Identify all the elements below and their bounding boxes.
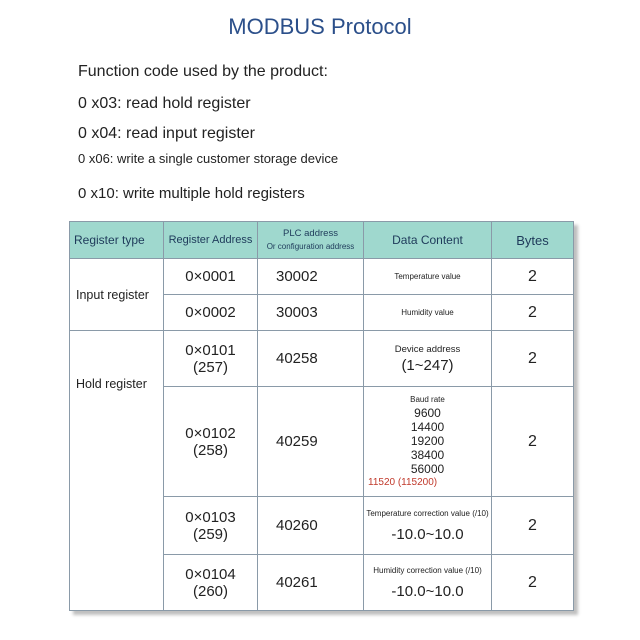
- register-address: [164, 555, 258, 611]
- data-content-label: Temperature value: [394, 272, 461, 281]
- group-hold-register-label: Hold register: [76, 377, 147, 391]
- header-plc-address-sub: Or configuration address: [266, 242, 355, 251]
- plc-address: 30002: [258, 259, 364, 295]
- register-address: 0×0002: [164, 295, 258, 331]
- baud-rate-option: 9600: [414, 405, 441, 420]
- register-address-dec: (260): [192, 582, 229, 600]
- bytes-value: 2: [492, 497, 574, 555]
- table-row: [70, 331, 574, 387]
- register-address-hex: 0×0103: [185, 508, 236, 526]
- data-content-label: Humidity value: [401, 308, 454, 317]
- header-register-address: Register Address: [164, 222, 258, 259]
- register-address-hex: 0×0101: [185, 341, 236, 359]
- table-row: [70, 259, 574, 295]
- register-address: [164, 497, 258, 555]
- baud-rate-option: 38400: [410, 447, 445, 462]
- baud-rate-option: 56000: [410, 461, 445, 476]
- header-plc-address-label: PLC address: [283, 228, 338, 239]
- plc-address: 40261: [258, 555, 364, 611]
- register-address: 0×0001: [164, 259, 258, 295]
- bytes-value: 2: [492, 295, 574, 331]
- plc-address: 40258: [258, 331, 364, 387]
- baud-rate-option: 19200: [410, 433, 445, 448]
- header-bytes: Bytes: [492, 222, 574, 259]
- data-content-value: -10.0~10.0: [391, 582, 464, 600]
- group-input-register: Input register: [70, 259, 164, 331]
- plc-address: 40260: [258, 497, 364, 555]
- table-header-row: [70, 222, 574, 259]
- bytes-value: 2: [492, 387, 574, 497]
- data-content: [364, 497, 492, 555]
- bytes-value: 2: [492, 331, 574, 387]
- data-content: [364, 259, 492, 295]
- baud-rate-label: Baud rate: [410, 394, 445, 404]
- function-code-item: 0 x04: read input register: [78, 125, 255, 142]
- header-plc-address: [258, 222, 364, 259]
- baud-rate-option: 14400: [410, 419, 445, 434]
- register-address: [164, 387, 258, 497]
- data-content-label: Humidity correction value (/10): [373, 565, 482, 575]
- header-data-content: Data Content: [364, 222, 492, 259]
- function-code-item: 0 x10: write multiple hold registers: [78, 185, 305, 202]
- register-address: [164, 331, 258, 387]
- data-content-label: Temperature correction value (/10): [366, 508, 489, 518]
- data-content: [364, 331, 492, 387]
- register-address-hex: 0×0102: [185, 424, 236, 442]
- data-content: [364, 295, 492, 331]
- register-address-dec: (257): [192, 358, 229, 376]
- baud-rate-highlight: 11520 (115200): [368, 476, 438, 488]
- plc-address: 30003: [258, 295, 364, 331]
- function-code-item: 0 x06: write a single customer storage device: [78, 151, 339, 166]
- data-content-value: (1~247): [401, 356, 454, 374]
- data-content: [364, 387, 492, 497]
- header-register-type: Register type: [70, 222, 164, 259]
- function-code-item: 0 x03: read hold register: [78, 95, 251, 112]
- function-code-heading: Function code used by the product:: [78, 63, 328, 80]
- register-address-dec: (258): [192, 441, 229, 459]
- register-table: [69, 221, 574, 611]
- bytes-value: 2: [492, 259, 574, 295]
- plc-address: 40259: [258, 387, 364, 497]
- bytes-value: 2: [492, 555, 574, 611]
- register-address-dec: (259): [192, 525, 229, 543]
- register-address-hex: 0×0104: [185, 565, 236, 583]
- data-content-label: Device address: [394, 343, 461, 355]
- data-content-value: -10.0~10.0: [391, 525, 464, 543]
- page-title: MODBUS Protocol: [228, 14, 412, 39]
- group-hold-register: [70, 331, 164, 611]
- data-content: [364, 555, 492, 611]
